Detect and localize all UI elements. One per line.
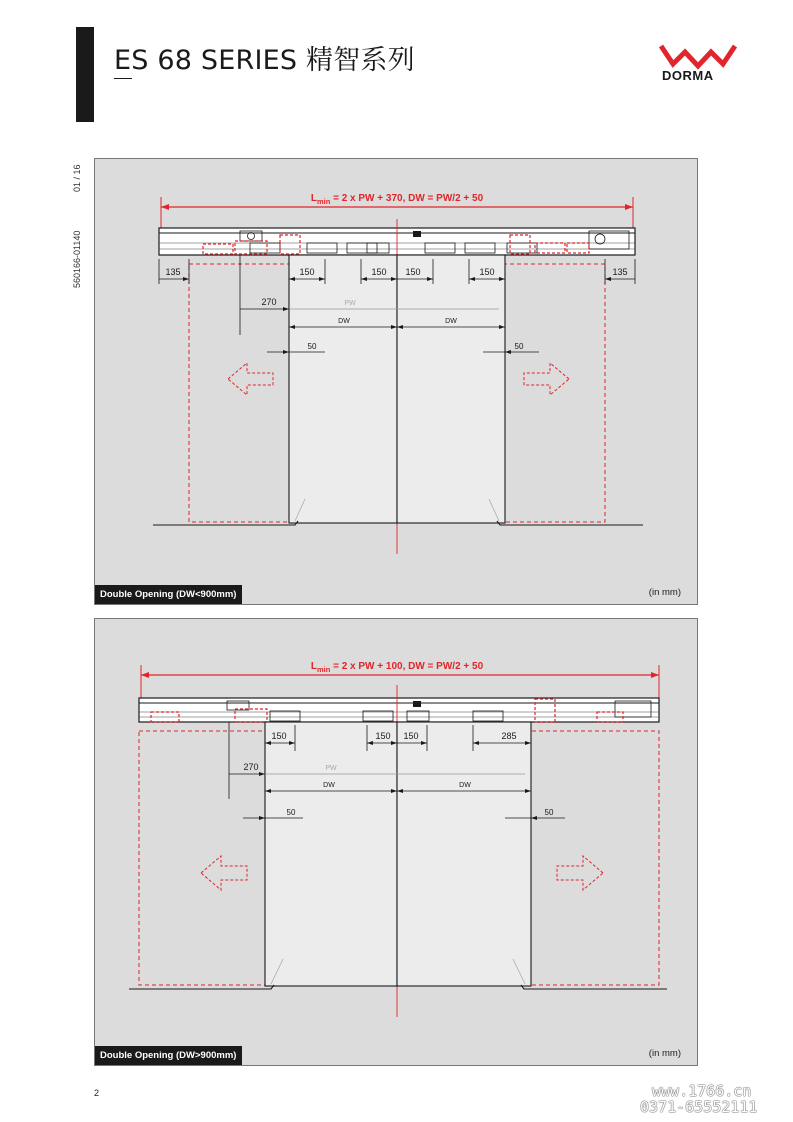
page-number: 2 xyxy=(94,1088,100,1098)
right-door-leaf xyxy=(397,255,505,523)
dim-left-margin: 135 xyxy=(165,267,181,277)
page-title: ES 68 SERIES 精智系列 xyxy=(114,45,415,76)
dim-overlap-a: 150 xyxy=(299,267,315,277)
document-code: 560166-01140 xyxy=(72,230,82,288)
diagram-1-drawing xyxy=(95,159,699,606)
lmin-arrow-right xyxy=(625,204,633,210)
dim-overlap-d: 285 xyxy=(501,731,517,741)
dorma-logo xyxy=(655,42,741,92)
logo-text: DORMA xyxy=(662,68,714,83)
dim-offset: 270 xyxy=(261,297,277,307)
dim-overlap-b: 150 xyxy=(375,731,391,741)
diagram-panel-1 xyxy=(94,158,698,605)
track-profile xyxy=(139,698,659,722)
dim-gap-right: 50 xyxy=(544,808,554,817)
panel-caption-1: Double Opening (DW<900mm) xyxy=(95,585,242,604)
header-accent-bar xyxy=(76,27,94,122)
dim-gap-left: 50 xyxy=(286,808,296,817)
panel-caption-2: Double Opening (DW>900mm) xyxy=(95,1046,242,1065)
dim-overlap-c: 150 xyxy=(403,731,419,741)
lmin-formula: $L_{min} = 2$ x PW + 100, DW = PW/2 + 50 xyxy=(310,661,484,674)
left-door-leaf xyxy=(289,255,397,523)
dim-right-margin: 135 xyxy=(612,267,628,277)
open-right-arrow xyxy=(524,363,569,395)
watermark-phone: 0371-65552111 xyxy=(640,1098,758,1116)
dim-pw: PW xyxy=(344,300,356,307)
right-door-open-outline xyxy=(525,731,659,985)
dim-offset: 270 xyxy=(243,762,259,772)
title-underline xyxy=(114,78,132,79)
revision-label: 01 / 16 xyxy=(72,164,82,192)
diagram-2-drawing xyxy=(95,619,699,1067)
dim-pw: PW xyxy=(325,765,337,772)
dim-dw-right: DW xyxy=(459,782,471,789)
unit-label-2: (in mm) xyxy=(648,1048,681,1059)
right-door-leaf xyxy=(397,722,531,986)
unit-label-1: (in mm) xyxy=(648,587,681,598)
lmin-arrow-left xyxy=(161,204,169,210)
right-door-open-outline xyxy=(503,264,605,522)
open-left-arrow xyxy=(201,856,247,890)
lmin-formula: $L_{min} = 2$ x PW + 370, DW = PW/2 + 50 xyxy=(310,193,484,206)
diagram-panel-2 xyxy=(94,618,698,1066)
watermark-url: www.1766.cn xyxy=(652,1082,752,1100)
dim-gap-right: 50 xyxy=(514,342,524,351)
dim-overlap-b: 150 xyxy=(371,267,387,277)
dim-dw-left: DW xyxy=(323,782,335,789)
dim-overlap-c: 150 xyxy=(405,267,421,277)
dim-dw-left: DW xyxy=(338,318,350,325)
left-door-leaf xyxy=(265,722,397,986)
open-right-arrow xyxy=(557,856,603,890)
open-left-arrow xyxy=(228,363,273,395)
dim-gap-left: 50 xyxy=(307,342,317,351)
dim-overlap-d: 150 xyxy=(479,267,495,277)
dim-dw-right: DW xyxy=(445,318,457,325)
dim-overlap-a: 150 xyxy=(271,731,287,741)
